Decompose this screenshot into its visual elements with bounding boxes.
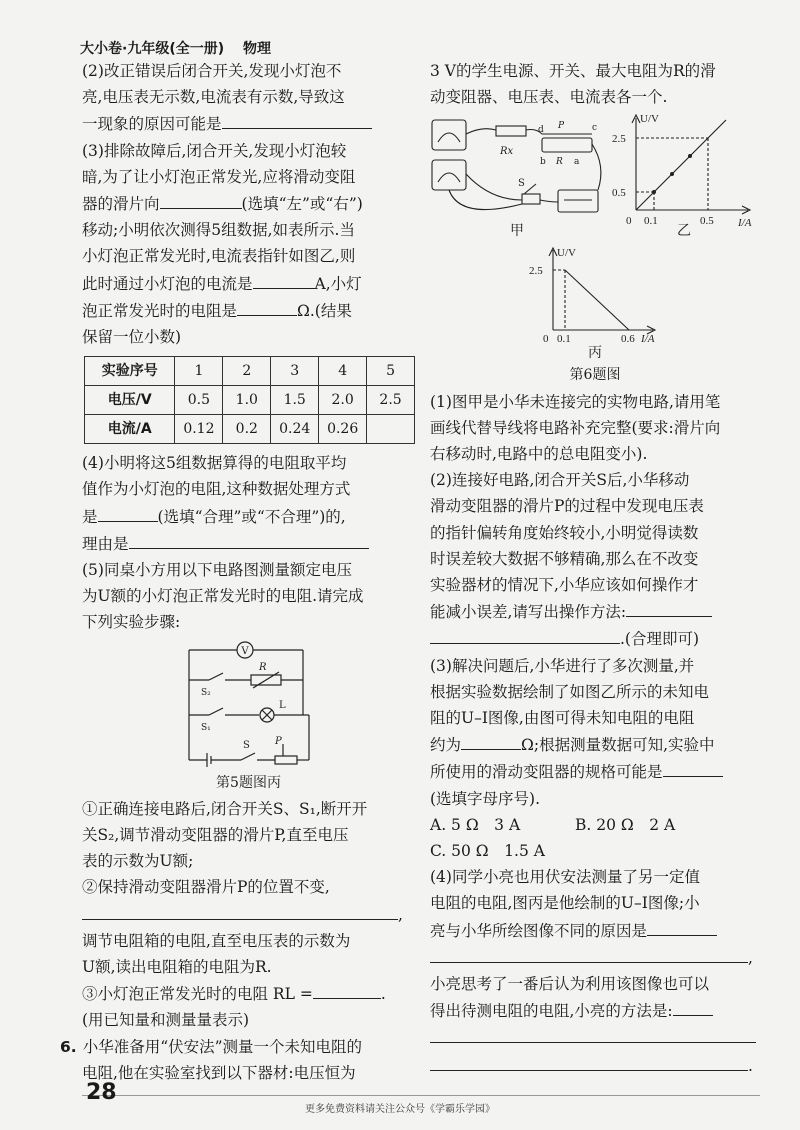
figure-c-caption: 丙 xyxy=(588,345,602,362)
svg-text:d: d xyxy=(538,125,544,136)
q5-line: (5)同桌小方用以下电路图测量额定电压 xyxy=(82,561,352,580)
table-cell: 0.2 xyxy=(223,415,271,444)
svg-text:a: a xyxy=(574,157,580,168)
q2-line: 一现象的原因可能是 xyxy=(82,110,415,137)
q3-line: (选填字母序号). xyxy=(430,789,541,808)
q4-line: 得出待测电阻的电阻,小亮的方法是: xyxy=(430,997,760,1024)
option-c[interactable]: C. 50 Ω 1.5 A xyxy=(430,842,545,861)
q3-line: 此时通过小灯泡的电流是 A,小灯 xyxy=(82,270,415,297)
q3-line: (3)解决问题后,小华进行了多次测量,并 xyxy=(430,656,695,675)
table-cell: 1.5 xyxy=(271,386,319,415)
svg-text:U/V: U/V xyxy=(557,247,576,260)
table-header-cell: 4 xyxy=(319,357,367,386)
table-cell: 0.12 xyxy=(175,415,223,444)
svg-text:P: P xyxy=(558,121,565,132)
svg-text:S₂: S₂ xyxy=(200,687,211,698)
x-axis-label: I/A xyxy=(738,217,752,230)
table-cell[interactable] xyxy=(367,415,415,444)
q2-line: (2)改正错误后闭合开关,发现小灯泡不 xyxy=(82,62,342,80)
voltmeter-icon xyxy=(432,160,466,190)
table-header-cell: 3 xyxy=(271,357,319,386)
table-cell: 2.5 xyxy=(367,386,415,415)
figure-caption: 第5题图丙 xyxy=(216,774,281,791)
step-line: 关S₂,调节滑动变阻器的滑片P,直至电压 xyxy=(82,826,349,845)
q2-line: (2)连接好电路,闭合开关S后,小华移动 xyxy=(430,471,690,490)
q6-line: 6. 小华准备用“伏安法”测量一个未知电阻的 xyxy=(60,1037,363,1056)
q4-line: (4)小明将这5组数据算得的电阻取平均 xyxy=(82,454,347,473)
svg-text:Rx: Rx xyxy=(500,146,514,158)
answer-blank[interactable] xyxy=(673,997,713,1016)
q6-line: 电阻,他在实验室找到以下器材:电压恒为 xyxy=(82,1063,356,1082)
options-line xyxy=(430,838,760,864)
answer-blank[interactable] xyxy=(430,944,748,963)
q4-line: 小亮思考了一番后认为利用该图像也可以 xyxy=(430,975,710,994)
answer-blank[interactable] xyxy=(129,530,369,549)
q3-line: 器的滑片向 (选填“左”或“右”) xyxy=(82,190,415,217)
data-table xyxy=(84,356,415,444)
q3-line: 泡正常发光时的电阻是 Ω.(结果 xyxy=(82,297,415,324)
rheostat-icon xyxy=(275,756,297,764)
svg-text:b: b xyxy=(540,157,546,168)
svg-text:0.6: 0.6 xyxy=(621,333,635,345)
q4-line: 值作为小灯泡的电阻,这种数据处理方式 xyxy=(82,480,351,499)
step-line: ①正确连接电路后,闭合开关S、S₁,断开开 xyxy=(82,799,368,818)
answer-blank[interactable] xyxy=(430,1024,756,1043)
q3-line: 所使用的滑动变阻器的规格可能是 xyxy=(430,758,760,785)
svg-text:0.1: 0.1 xyxy=(557,333,571,345)
svg-text:0: 0 xyxy=(543,333,549,345)
table-cell: 0.26 xyxy=(319,415,367,444)
svg-text:c: c xyxy=(592,123,598,134)
q3-line: 保留一位小数) xyxy=(82,328,182,347)
answer-blank[interactable] xyxy=(461,731,521,750)
step-line: , xyxy=(82,901,415,928)
svg-text:2.5: 2.5 xyxy=(529,265,543,278)
table-cell: 电流/A xyxy=(85,415,175,444)
right-column xyxy=(430,58,760,1079)
q1-line: 画线代替导线将电路补充完整(要求:滑片向 xyxy=(430,418,721,437)
table-header-cell: 实验序号 xyxy=(85,357,175,386)
q2-line: .(合理即可) xyxy=(430,625,760,652)
q4-line: 亮与小华所绘图像不同的原因是 xyxy=(430,917,760,944)
svg-text:P: P xyxy=(274,735,282,747)
ui-graph-fig-c xyxy=(525,244,665,344)
q4-line: 电阻的电阻,图丙是他绘制的U–I图像;小 xyxy=(430,894,700,913)
table-header-cell: 1 xyxy=(175,357,223,386)
q4-line: , xyxy=(430,944,760,971)
table-cell: 0.5 xyxy=(175,386,223,415)
rheostat-icon xyxy=(542,138,592,152)
voltmeter-label: V xyxy=(240,645,249,657)
q4-line: 是 (选填“合理”或“不合理”)的, xyxy=(82,503,415,530)
step-line: 表的示数为U额; xyxy=(82,852,194,871)
svg-text:I/A: I/A xyxy=(641,333,655,345)
q4-line: 理由是 xyxy=(82,530,415,557)
svg-text:L: L xyxy=(278,699,286,711)
q3-line: 暗,为了让小灯泡正常发光,应将滑动变阻 xyxy=(82,167,356,186)
figure-a-caption: 甲 xyxy=(510,223,524,240)
book-title: 大小卷·九年级(全一册) xyxy=(80,41,225,57)
option-b[interactable]: B. 20 Ω 2 A xyxy=(575,815,676,834)
option-a[interactable]: A. 5 Ω 3 A xyxy=(430,815,521,834)
answer-blank[interactable] xyxy=(626,598,712,617)
svg-text:S: S xyxy=(518,178,525,190)
answer-blank[interactable] xyxy=(237,297,297,316)
table-cell: 电压/V xyxy=(85,386,175,415)
graph-line xyxy=(565,270,629,330)
footer-note: 更多免费资料请关注公众号《学霸乐学园》 xyxy=(305,1104,495,1115)
q2-line: 时误差较大数据不够精确,那么在不改变 xyxy=(430,549,699,568)
question-number: 6. xyxy=(60,1037,77,1056)
step-line: ②保持滑动变阻器滑片P的位置不变, xyxy=(82,878,330,897)
y-tick: 2.5 xyxy=(612,133,626,146)
svg-text:S₁: S₁ xyxy=(200,722,211,733)
answer-blank[interactable] xyxy=(430,1052,748,1071)
step-line: (用已知量和测量量表示) xyxy=(82,1011,250,1030)
q3-line: 阻的U–I图像,由图可得未知电阻的电阻 xyxy=(430,709,695,728)
intro-line: 3 V的学生电源、开关、最大电阻为R的滑 xyxy=(430,62,716,80)
q1-line: 右移动时,电路中的总电阻变小). xyxy=(430,445,648,464)
intro-line: 动变阻器、电压表、电流表各一个. xyxy=(430,88,668,107)
switch-icon xyxy=(522,194,540,204)
svg-text:R: R xyxy=(556,157,563,168)
circuit-diagram-fig5 xyxy=(179,640,319,770)
data-point xyxy=(688,154,692,158)
graph-line xyxy=(636,120,726,210)
step-line: 调节电阻箱的电阻,直至电压表的示数为 xyxy=(82,931,351,950)
answer-blank[interactable] xyxy=(98,503,158,522)
figure-row-6 xyxy=(430,110,760,240)
q2-line: 实验器材的情况下,小华应该如何操作才 xyxy=(430,576,699,595)
battery-pack-icon xyxy=(558,190,598,212)
page-number: 28 xyxy=(86,1080,117,1105)
ammeter-icon xyxy=(432,120,466,150)
q4-line: . xyxy=(430,1052,760,1079)
resistor-icon xyxy=(496,126,526,136)
answer-blank[interactable] xyxy=(313,980,381,999)
q3-line: 根据实验数据绘制了如图乙所示的未知电 xyxy=(430,682,710,701)
step-line: ③小灯泡正常发光时的电阻 RL = . xyxy=(82,980,415,1007)
q2-line: 能减小误差,请写出操作方法: xyxy=(430,598,760,625)
left-column xyxy=(60,58,415,1086)
x-tick: 0.5 xyxy=(700,215,714,228)
q2-line: 滑动变阻器的滑片P的过程中发现电压表 xyxy=(430,497,704,516)
answer-blank[interactable] xyxy=(663,758,723,777)
table-cell: 0.24 xyxy=(271,415,319,444)
q2-line: 亮,电压表无示数,电流表有示数,导致这 xyxy=(82,88,345,107)
answer-blank[interactable] xyxy=(160,190,242,209)
table-row xyxy=(85,415,415,444)
x-tick: 0 xyxy=(626,215,632,228)
q3-line: 移动;小明依次测得5组数据,如表所示.当 xyxy=(82,221,355,240)
figure-b-caption: 乙 xyxy=(677,223,691,240)
answer-blank[interactable] xyxy=(647,917,717,936)
q5-line: 下列实验步骤: xyxy=(82,613,181,632)
table-cell: 2.0 xyxy=(319,386,367,415)
y-axis-label: U/V xyxy=(640,113,659,126)
data-point xyxy=(652,190,656,194)
step-line: U额,读出电阻箱的电阻为R. xyxy=(82,958,272,977)
svg-text:R: R xyxy=(258,661,267,673)
q4-line: (4)同学小亮也用伏安法测量了另一定值 xyxy=(430,868,700,887)
answer-blank[interactable] xyxy=(253,270,315,289)
table-row xyxy=(85,357,415,386)
table-header-cell: 5 xyxy=(367,357,415,386)
answer-blank[interactable] xyxy=(222,110,372,129)
q3-line: 约为 Ω;根据测量数据可知,实验中 xyxy=(430,731,760,758)
q4-line xyxy=(430,1024,760,1051)
ui-graph-fig-b xyxy=(608,110,758,230)
subject: 物理 xyxy=(243,41,271,57)
table-row xyxy=(85,386,415,415)
q3-line: 小灯泡正常发光时,电流表指针如图乙,则 xyxy=(82,247,356,266)
q3-line: (3)排除故障后,闭合开关,发现小灯泡较 xyxy=(82,141,347,160)
q5-line: 为U额的小灯泡正常发光时的电阻.请完成 xyxy=(82,587,364,606)
q1-line: (1)图甲是小华未连接完的实物电路,请用笔 xyxy=(430,392,721,411)
table-cell: 1.0 xyxy=(223,386,271,415)
x-tick: 0.1 xyxy=(644,215,658,228)
table-header-cell: 2 xyxy=(223,357,271,386)
answer-blank[interactable] xyxy=(82,901,398,920)
footer-divider xyxy=(82,1095,760,1096)
svg-text:S: S xyxy=(242,739,250,751)
answer-blank[interactable] xyxy=(430,625,620,644)
running-header xyxy=(80,38,285,58)
q2-line: 的指针偏转角度始终较小,小明觉得读数 xyxy=(430,523,699,542)
figure-caption: 第6题图 xyxy=(569,367,621,384)
data-point xyxy=(670,172,674,176)
options-line xyxy=(430,812,760,838)
y-tick: 0.5 xyxy=(612,187,626,200)
